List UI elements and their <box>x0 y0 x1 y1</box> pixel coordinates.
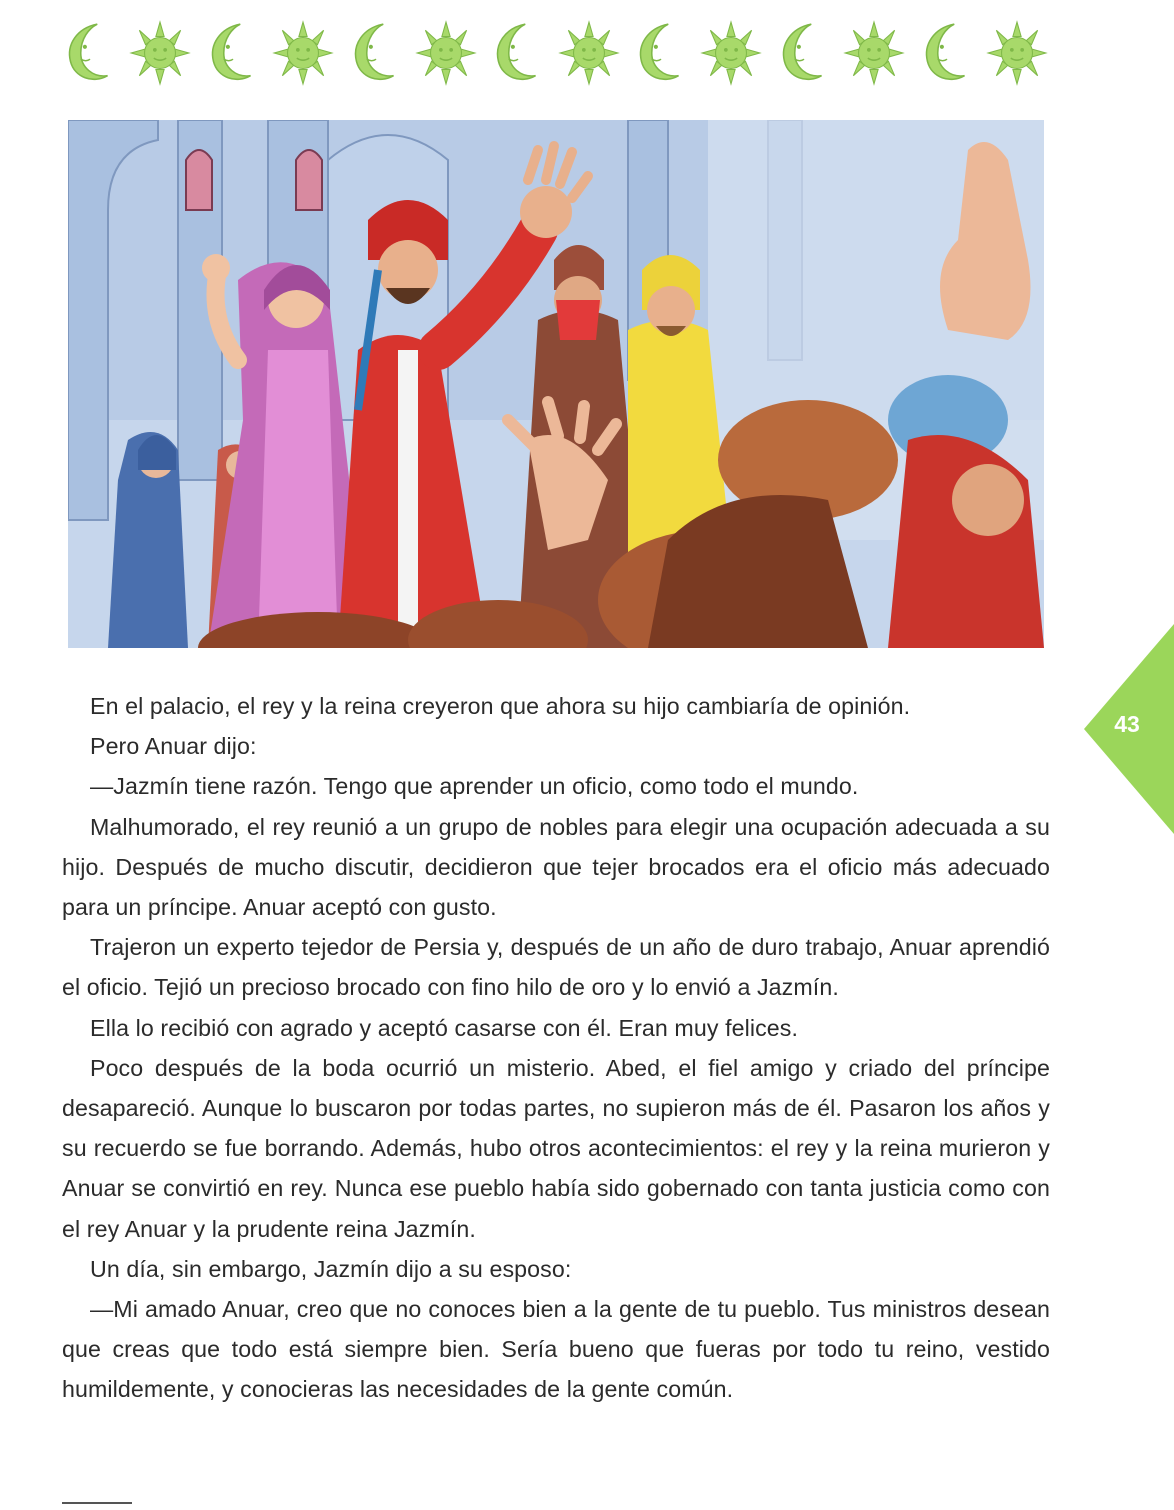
paragraph: Poco después de la boda ocurrió un misterio. Abed, el fiel amigo y criado del príncipe desapareció. Aunque lo buscaron por todas partes, no supieron más de él. Pasaron los años y su recuerdo se fue borrando. Además, hubo otros acontecimientos: el rey y la reina murieron y Anuar se convirtió en rey. Nunca ese pueblo había sido gobernado con tanta justicia como con el rey Anuar y la prudente reina Jazmín. <box>62 1054 1050 1242</box>
paragraph: Trajeron un experto tejedor de Persia y, después de un año de duro trabajo, Anuar aprendió el oficio. Tejió un precioso brocado con fino hilo de oro y lo envió a Jazmín. <box>62 934 1050 1001</box>
paragraph: En el palacio, el rey y la reina creyeron que ahora su hijo cambiaría de opinión. <box>90 693 911 719</box>
decorative-border <box>58 18 1048 88</box>
paragraph: Pero Anuar dijo: <box>90 733 257 760</box>
moon-icon <box>629 20 691 86</box>
moon-icon <box>58 20 120 86</box>
sun-icon <box>558 20 620 86</box>
moon-icon <box>344 20 406 86</box>
moon-icon <box>772 20 834 86</box>
moon-icon <box>201 20 263 86</box>
paragraph: Malhumorado, el rey reunió a un grupo de nobles para elegir una ocupación adecuada a su hijo. Después de mucho discutir, decidieron que tejer brocados era el oficio más adecuado para un príncipe. Anuar aceptó con gusto. <box>62 813 1050 921</box>
moon-icon <box>486 20 548 86</box>
story-text <box>62 686 1050 1410</box>
footer-rule <box>62 1502 132 1504</box>
paragraph: —Mi amado Anuar, creo que no conoces bien a la gente de tu pueblo. Tus ministros desean que creas que todo está siempre bien. Sería bueno que fueras por todo tu reino, vestido humildemente, y conocieras las necesidades de la gente común. <box>62 1296 1050 1403</box>
sun-icon <box>986 20 1048 86</box>
paragraph: Ella lo recibió con agrado y aceptó casarse con él. Eran muy felices. <box>90 1014 799 1041</box>
sun-icon <box>129 20 191 86</box>
sun-icon <box>700 20 762 86</box>
sun-icon <box>415 20 477 86</box>
sun-icon <box>272 20 334 86</box>
sun-icon <box>843 20 905 86</box>
palace-scene-image <box>68 120 1044 648</box>
paragraph: —Jazmín tiene razón. Tengo que aprender un oficio, como todo el mundo. <box>90 773 859 800</box>
page-number: 43 <box>1114 711 1140 737</box>
moon-icon <box>915 20 977 86</box>
story-illustration <box>68 120 1044 648</box>
paragraph: Un día, sin embargo, Jazmín dijo a su esposo: <box>90 1255 572 1282</box>
